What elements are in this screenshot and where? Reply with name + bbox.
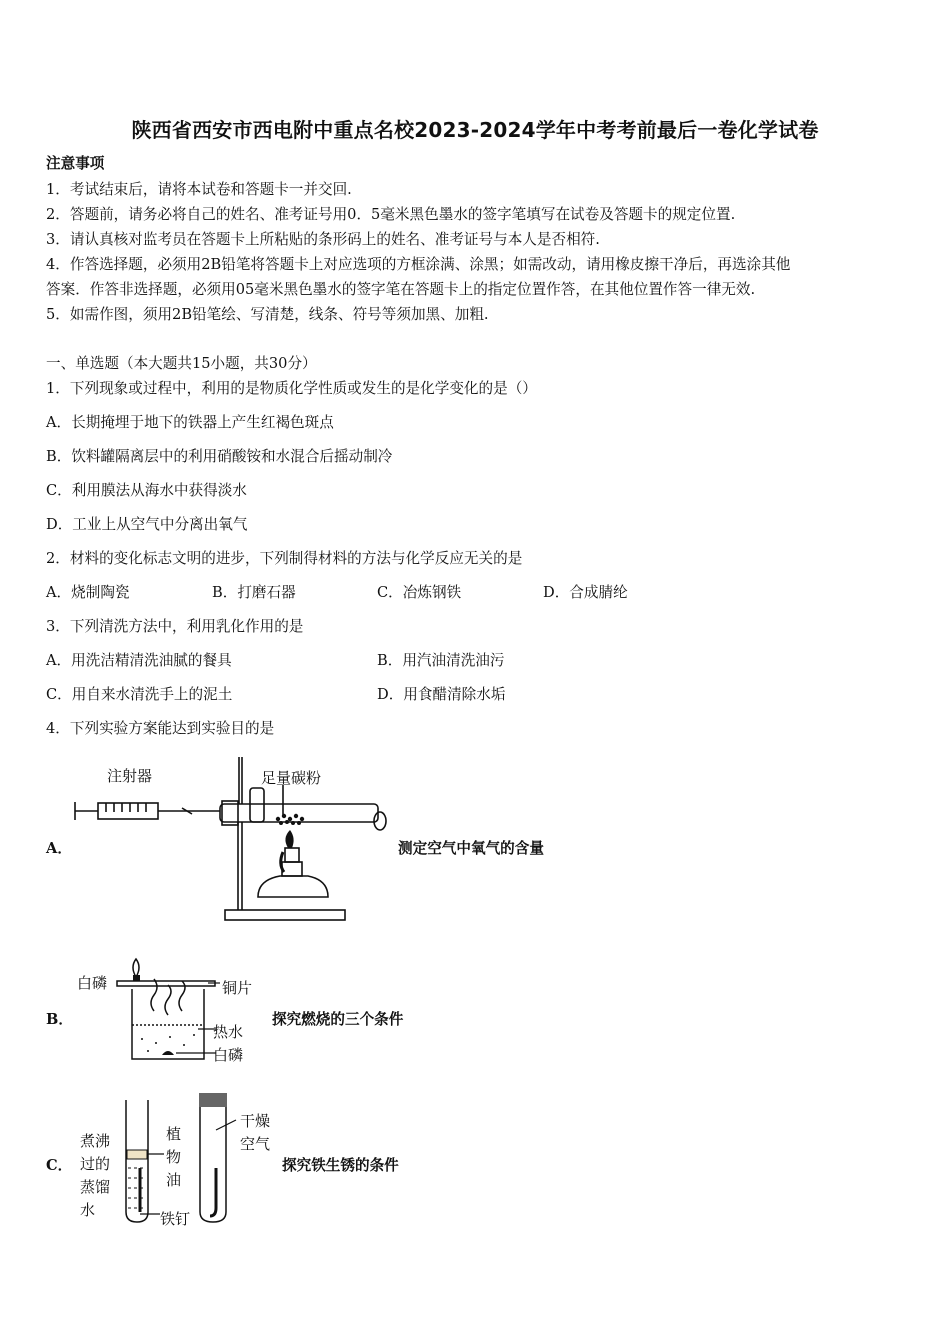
syringe-label: 注射器: [107, 767, 153, 785]
notice-item: 3．请认真核对监考员在答题卡上所粘贴的条形码上的姓名、准考证号与本人是否相符.: [46, 231, 600, 248]
question-4-option-a-letter: A．: [46, 840, 72, 857]
boiled-water-label-3: 蒸馏: [80, 1178, 111, 1196]
iron-nail-label: 铁钉: [160, 1210, 191, 1228]
notice-item: 4．作答选择题，必须用2B铅笔将答题卡上对应选项的方框涂满、涂黑；如需改动，请用橡皮擦干净后，再选涂其他: [46, 256, 791, 273]
option-c-caption: 探究铁生锈的条件: [282, 1157, 399, 1174]
question-3-option-a: A．用洗洁精清洗油腻的餐具: [46, 652, 232, 669]
combustion-conditions-diagram: [112, 955, 222, 1065]
page-title: 陕西省西安市西电附中重点名校2023-2024学年中考考前最后一卷化学试卷: [131, 118, 819, 142]
white-phosphorus-bottom-label: 白磷: [213, 1046, 244, 1064]
question-2-option-d: D．合成腈纶: [543, 584, 628, 601]
notice-item: 2．答题前，请务必将自己的姓名、准考证号用0．5毫米黑色墨水的签字笔填写在试卷及答题卡的规定位置.: [46, 206, 736, 223]
dry-air-label-1: 干燥: [240, 1112, 271, 1130]
boiled-water-label-2: 过的: [80, 1155, 111, 1173]
question-1-option-a: A．长期掩埋于地下的铁器上产生红褐色斑点: [46, 414, 334, 431]
question-2-option-c: C．冶炼钢铁: [377, 584, 462, 601]
vegetable-oil-label-1: 植: [166, 1125, 182, 1143]
hot-water-label: 热水: [213, 1023, 244, 1041]
notice-item: 1．考试结束后，请将本试卷和答题卡一并交回.: [46, 181, 352, 198]
question-1-option-c: C．利用膜法从海水中获得淡水: [46, 482, 247, 499]
question-3-option-c: C．用自来水清洗手上的泥土: [46, 686, 233, 703]
vegetable-oil-label-3: 油: [166, 1171, 182, 1189]
question-4-option-b-letter: B．: [46, 1011, 73, 1028]
vegetable-oil-label-2: 物: [166, 1148, 182, 1166]
question-3-option-b: B．用汽油清洗油污: [377, 652, 505, 669]
notice-item: 5．如需作图，须用2B铅笔绘、写清楚，线条、符号等须加黑、加粗.: [46, 306, 489, 323]
question-2-option-a: A．烧制陶瓷: [46, 584, 130, 601]
boiled-water-label-1: 煮沸: [80, 1132, 111, 1150]
question-1-option-b: B．饮料罐隔离层中的利用硝酸铵和水混合后摇动制冷: [46, 448, 393, 465]
question-2-stem: 2．材料的变化标志文明的进步，下列制得材料的方法与化学反应无关的是: [46, 550, 523, 567]
question-1-option-d: D．工业上从空气中分离出氧气: [46, 516, 248, 533]
question-2-option-b: B．打磨石器: [212, 584, 296, 601]
question-3-stem: 3．下列清洗方法中，利用乳化作用的是: [46, 618, 304, 635]
option-b-caption: 探究燃烧的三个条件: [272, 1011, 404, 1028]
dry-air-label-2: 空气: [240, 1135, 271, 1153]
carbon-powder-label: 足量碳粉: [261, 769, 322, 787]
question-4-option-c-letter: C．: [46, 1157, 73, 1174]
question-3-option-d: D．用食醋清除水垢: [377, 686, 506, 703]
notice-heading: 注意事项: [46, 155, 105, 172]
question-1-stem: 1．下列现象或过程中，利用的是物质化学性质或发生的是化学变化的是（）: [46, 380, 537, 397]
copper-plate-label: 铜片: [222, 979, 253, 997]
option-a-caption: 测定空气中氧气的含量: [398, 840, 544, 857]
notice-item: 答案．作答非选择题，必须用05毫米黑色墨水的签字笔在答题卡上的指定位置作答，在其他位置作答一律无效.: [46, 281, 756, 298]
section-heading: 一、单选题（本大题共15小题，共30分）: [46, 355, 317, 372]
white-phosphorus-top-label: 白磷: [77, 974, 108, 992]
boiled-water-label-4: 水: [80, 1201, 96, 1219]
question-4-stem: 4．下列实验方案能达到实验目的是: [46, 720, 275, 737]
